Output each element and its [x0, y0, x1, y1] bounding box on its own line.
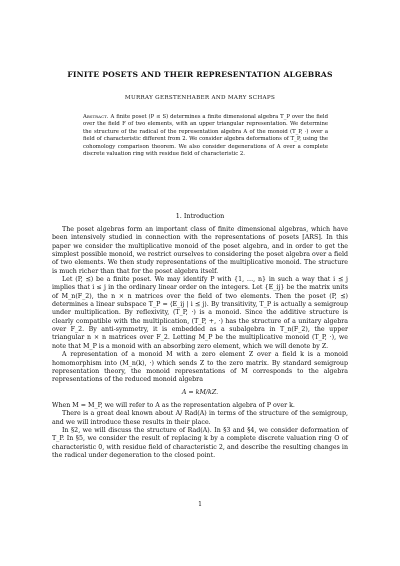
paragraph-after-equation: When M = M_P, we will refer to A as the representation algebra of P over k.	[52, 401, 295, 409]
paper-authors: MURRAY GERSTENHABER AND MARY SCHAPS	[124, 95, 276, 101]
section-heading: 1. Introduction	[175, 212, 225, 220]
paragraph-3: A representation of a monoid M with a zero element Z over a field k is a monoid homomorphism into (M_n(k), ·) which sends Z to the zero matrix. By standard semigroup representation theory, the monoid representations of M corresponds to the algebra representations of the reduced monoid algebra	[52, 351, 348, 384]
paragraph-1: The poset algebras form an important class of finite dimensional algebras, which have been intensively studied in connection with the representations of posets [ARS]. In this paper we consider the multiplicative monoid of the poset algebra, and in order to get the simplest possible monoid, we restrict ourselves to considering the poset algebra over a field of two elements. We then study representations of the multiplicative monoid. The structure is much richer than that for the poset algebra itself.	[52, 226, 348, 275]
paragraph-4: There is a great deal known about A/ Rad(A) in terms of the structure of the semigroup, and we will introduce these results in their place.	[52, 410, 348, 426]
abstract	[83, 114, 328, 158]
paper-title: FINITE POSETS AND THEIR REPRESENTATION ALGEBRAS	[67, 70, 333, 79]
paragraph-5: In §2, we will discuss the structure of Rad(A). In §3 and §4, we consider deformation of T_P. In §5, we consider the result of replacing k by a complete discrete valuation ring O of characteristic 0, with residue field of characteristic 2, and describe the resulting changes in the radical under degeneration to the closed point.	[52, 426, 348, 459]
abstract-label: Abstract.	[83, 114, 109, 120]
display-equation: A = kM/kZ.	[181, 388, 219, 396]
section-body	[52, 226, 348, 460]
page-number: 1	[198, 501, 202, 508]
paragraph-2: Let (P, ⪯) be a finite poset. We may identify P with {1, …, n} in such a way that i ⪯ j implies that i ≤ j in the ordinary linear order on the integers. Let {E_ij} be the matrix units of M_n(F_2), the n × n matrices over the field of two elements. Then the poset (P, ⪯) determines a linear subspace T_P = ⟨E_ij | i ⪯ j⟩. By transitivity, T_P is actually a semigroup under multiplication. By reflexivity, (T_P, ·) is a monoid. Since the additive structure is clearly compatible with the multiplication, (T_P, +, ·) has the structure of a unitary algebra over F_2. By anti-symmetry, it is embedded as a subalgebra in T_n(F_2), the upper triangular n × n matrices over F_2. Letting M_P be the multiplicative monoid (T_P, ·), we note that M_P is a monoid with an absorbing zero element, which we will denote by Z.	[52, 276, 348, 350]
abstract-text: A finite poset (P ≤ S) determines a finite dimensional algebra T_P over the field over the field F of two elements, with an upper triangular representation. We determine the structure of the radical of the representation algebra A of the monoid (T_P, ·) over a field of characteristic different from 2. We consider algebra deformations of T_P, using the cohomology comparison theorem. We also consider degenerations of A over a complete discrete valuation ring with residue field of characteristic 2.	[83, 114, 329, 158]
